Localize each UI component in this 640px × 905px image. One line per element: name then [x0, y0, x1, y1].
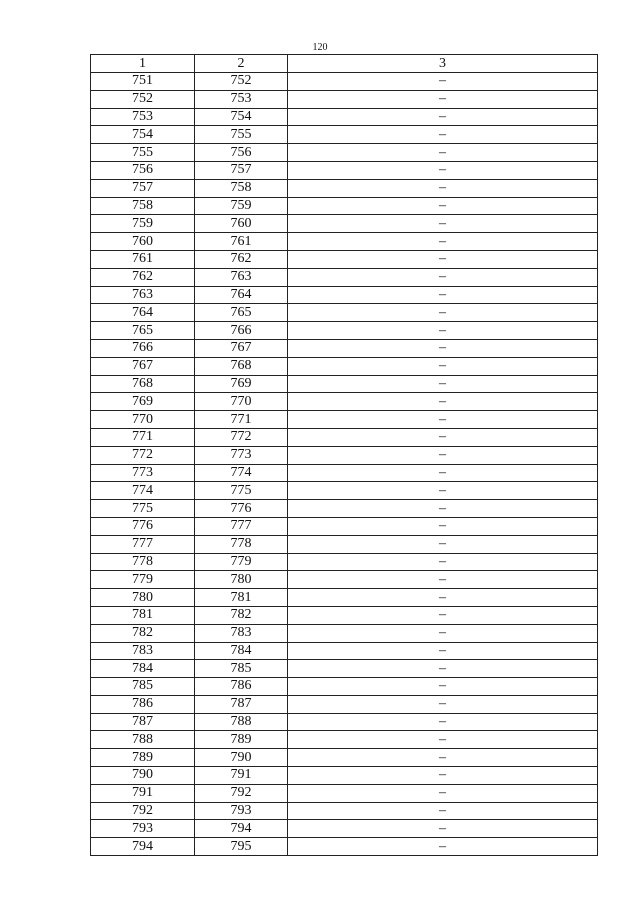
table-row — [91, 678, 598, 696]
table-row — [91, 250, 598, 268]
table-cell-col-2: 765 — [195, 304, 288, 322]
table-cell-col-2: 781 — [195, 589, 288, 607]
table-cell-col-3: – — [288, 286, 598, 304]
table-cell-col-1: 752 — [91, 90, 195, 108]
table-cell-col-1: 771 — [91, 428, 195, 446]
table-cell-col-2: 790 — [195, 749, 288, 767]
table-cell-col-2: 762 — [195, 250, 288, 268]
table-cell-col-2: 776 — [195, 500, 288, 518]
table-row — [91, 660, 598, 678]
table-cell-col-1: 751 — [91, 73, 195, 91]
table-cell-col-2: 752 — [195, 73, 288, 91]
table-row — [91, 642, 598, 660]
table-row — [91, 90, 598, 108]
table-cell-col-1: 761 — [91, 250, 195, 268]
table-cell-col-1: 788 — [91, 731, 195, 749]
table-cell-col-2: 795 — [195, 838, 288, 856]
table-row — [91, 589, 598, 607]
table-cell-col-3: – — [288, 322, 598, 340]
table-cell-col-1: 774 — [91, 482, 195, 500]
table-cell-col-1: 760 — [91, 233, 195, 251]
table-cell-col-1: 790 — [91, 767, 195, 785]
table-cell-col-3: – — [288, 197, 598, 215]
table-cell-col-2: 758 — [195, 179, 288, 197]
table-row — [91, 464, 598, 482]
table-cell-col-1: 765 — [91, 322, 195, 340]
table-row — [91, 517, 598, 535]
table-cell-col-1: 768 — [91, 375, 195, 393]
table-cell-col-1: 786 — [91, 695, 195, 713]
table-cell-col-1: 758 — [91, 197, 195, 215]
table-cell-col-2: 786 — [195, 678, 288, 696]
table-cell-col-1: 757 — [91, 179, 195, 197]
table-cell-col-3: – — [288, 731, 598, 749]
table-body — [91, 73, 598, 856]
table-cell-col-2: 778 — [195, 535, 288, 553]
table-cell-col-3: – — [288, 179, 598, 197]
table-cell-col-1: 759 — [91, 215, 195, 233]
table-cell-col-3: – — [288, 660, 598, 678]
table-cell-col-1: 779 — [91, 571, 195, 589]
table-row — [91, 553, 598, 571]
table-cell-col-1: 769 — [91, 393, 195, 411]
table-cell-col-3: – — [288, 695, 598, 713]
table-row — [91, 838, 598, 856]
table-row — [91, 322, 598, 340]
table-cell-col-2: 761 — [195, 233, 288, 251]
table-row — [91, 357, 598, 375]
table-cell-col-1: 754 — [91, 126, 195, 144]
table-cell-col-3: – — [288, 304, 598, 322]
table-cell-col-1: 764 — [91, 304, 195, 322]
table-cell-col-3: – — [288, 446, 598, 464]
table-cell-col-3: – — [288, 250, 598, 268]
table-cell-col-1: 780 — [91, 589, 195, 607]
table-cell-col-3: – — [288, 678, 598, 696]
table-cell-col-3: – — [288, 606, 598, 624]
table-cell-col-3: – — [288, 517, 598, 535]
table-cell-col-3: – — [288, 233, 598, 251]
table-cell-col-2: 775 — [195, 482, 288, 500]
table-row — [91, 428, 598, 446]
table-row — [91, 624, 598, 642]
table-cell-col-1: 777 — [91, 535, 195, 553]
table-row — [91, 767, 598, 785]
table-cell-col-3: – — [288, 73, 598, 91]
table-cell-col-3: – — [288, 749, 598, 767]
table-cell-col-1: 784 — [91, 660, 195, 678]
table-cell-col-3: – — [288, 500, 598, 518]
table-cell-col-2: 792 — [195, 784, 288, 802]
table-cell-col-1: 775 — [91, 500, 195, 518]
table-cell-col-2: 771 — [195, 411, 288, 429]
table-row — [91, 802, 598, 820]
table-row — [91, 144, 598, 162]
table-cell-col-3: – — [288, 339, 598, 357]
table-cell-col-2: 783 — [195, 624, 288, 642]
table-row — [91, 197, 598, 215]
table-cell-col-1: 753 — [91, 108, 195, 126]
table-cell-col-1: 770 — [91, 411, 195, 429]
table-cell-col-3: – — [288, 268, 598, 286]
table-cell-col-2: 788 — [195, 713, 288, 731]
table-cell-col-2: 789 — [195, 731, 288, 749]
table-row — [91, 731, 598, 749]
table-header — [91, 55, 598, 73]
table-row — [91, 713, 598, 731]
table-row — [91, 606, 598, 624]
table-cell-col-1: 791 — [91, 784, 195, 802]
table-cell-col-2: 773 — [195, 446, 288, 464]
table-cell-col-2: 785 — [195, 660, 288, 678]
table-cell-col-2: 779 — [195, 553, 288, 571]
table-cell-col-3: – — [288, 375, 598, 393]
table-cell-col-1: 778 — [91, 553, 195, 571]
table-row — [91, 161, 598, 179]
table-row — [91, 784, 598, 802]
table-cell-col-1: 793 — [91, 820, 195, 838]
table-row — [91, 304, 598, 322]
table-cell-col-3: – — [288, 144, 598, 162]
table-row — [91, 535, 598, 553]
table-cell-col-3: – — [288, 802, 598, 820]
table-row — [91, 339, 598, 357]
table-cell-col-2: 782 — [195, 606, 288, 624]
table-cell-col-3: – — [288, 642, 598, 660]
table-cell-col-3: – — [288, 553, 598, 571]
table-cell-col-3: – — [288, 713, 598, 731]
table-row — [91, 73, 598, 91]
column-header-3: 3 — [288, 55, 598, 73]
table-cell-col-2: 763 — [195, 268, 288, 286]
table-cell-col-2: 794 — [195, 820, 288, 838]
table-cell-col-3: – — [288, 411, 598, 429]
table-cell-col-3: – — [288, 838, 598, 856]
table-cell-col-1: 755 — [91, 144, 195, 162]
table-cell-col-3: – — [288, 571, 598, 589]
table-row — [91, 268, 598, 286]
table-cell-col-2: 760 — [195, 215, 288, 233]
table-row — [91, 571, 598, 589]
table-cell-col-3: – — [288, 428, 598, 446]
table-row — [91, 393, 598, 411]
table-cell-col-2: 777 — [195, 517, 288, 535]
table-cell-col-2: 772 — [195, 428, 288, 446]
table-cell-col-2: 787 — [195, 695, 288, 713]
table-cell-col-1: 776 — [91, 517, 195, 535]
table-cell-col-3: – — [288, 535, 598, 553]
table-cell-col-2: 770 — [195, 393, 288, 411]
table-cell-col-3: – — [288, 624, 598, 642]
data-table — [90, 54, 598, 856]
table-cell-col-1: 794 — [91, 838, 195, 856]
table-cell-col-2: 769 — [195, 375, 288, 393]
table-row — [91, 500, 598, 518]
table-cell-col-2: 764 — [195, 286, 288, 304]
table-row — [91, 108, 598, 126]
table-cell-col-3: – — [288, 357, 598, 375]
table-row — [91, 215, 598, 233]
table-cell-col-1: 787 — [91, 713, 195, 731]
table-cell-col-1: 762 — [91, 268, 195, 286]
page-number: 120 — [312, 42, 328, 53]
table-cell-col-2: 757 — [195, 161, 288, 179]
table-cell-col-2: 767 — [195, 339, 288, 357]
table-cell-col-2: 755 — [195, 126, 288, 144]
table-cell-col-3: – — [288, 126, 598, 144]
table-cell-col-1: 783 — [91, 642, 195, 660]
table-row — [91, 749, 598, 767]
table-cell-col-3: – — [288, 482, 598, 500]
table-cell-col-1: 773 — [91, 464, 195, 482]
header-row — [91, 55, 598, 73]
table-cell-col-1: 767 — [91, 357, 195, 375]
table-cell-col-3: – — [288, 784, 598, 802]
table-cell-col-1: 772 — [91, 446, 195, 464]
table-cell-col-2: 784 — [195, 642, 288, 660]
table-cell-col-2: 780 — [195, 571, 288, 589]
table-cell-col-2: 756 — [195, 144, 288, 162]
table-row — [91, 233, 598, 251]
table-cell-col-2: 753 — [195, 90, 288, 108]
table-cell-col-3: – — [288, 108, 598, 126]
table-cell-col-1: 792 — [91, 802, 195, 820]
table-cell-col-3: – — [288, 161, 598, 179]
table-cell-col-1: 785 — [91, 678, 195, 696]
table-cell-col-3: – — [288, 589, 598, 607]
table-row — [91, 411, 598, 429]
table-row — [91, 179, 598, 197]
table-cell-col-2: 791 — [195, 767, 288, 785]
table-row — [91, 286, 598, 304]
table-cell-col-1: 782 — [91, 624, 195, 642]
table-cell-col-2: 766 — [195, 322, 288, 340]
table-cell-col-3: – — [288, 464, 598, 482]
table-cell-col-1: 756 — [91, 161, 195, 179]
table-cell-col-3: – — [288, 820, 598, 838]
table-cell-col-1: 766 — [91, 339, 195, 357]
table-cell-col-1: 763 — [91, 286, 195, 304]
column-header-2: 2 — [195, 55, 288, 73]
table-cell-col-2: 754 — [195, 108, 288, 126]
table-row — [91, 695, 598, 713]
table-row — [91, 820, 598, 838]
table-row — [91, 482, 598, 500]
table-row — [91, 375, 598, 393]
table-cell-col-2: 774 — [195, 464, 288, 482]
table-cell-col-2: 768 — [195, 357, 288, 375]
table-cell-col-3: – — [288, 90, 598, 108]
table-cell-col-1: 789 — [91, 749, 195, 767]
table-cell-col-3: – — [288, 767, 598, 785]
table-cell-col-1: 781 — [91, 606, 195, 624]
table-row — [91, 126, 598, 144]
table-cell-col-3: – — [288, 215, 598, 233]
column-header-1: 1 — [91, 55, 195, 73]
table-cell-col-3: – — [288, 393, 598, 411]
table-row — [91, 446, 598, 464]
table-cell-col-2: 793 — [195, 802, 288, 820]
table-cell-col-2: 759 — [195, 197, 288, 215]
